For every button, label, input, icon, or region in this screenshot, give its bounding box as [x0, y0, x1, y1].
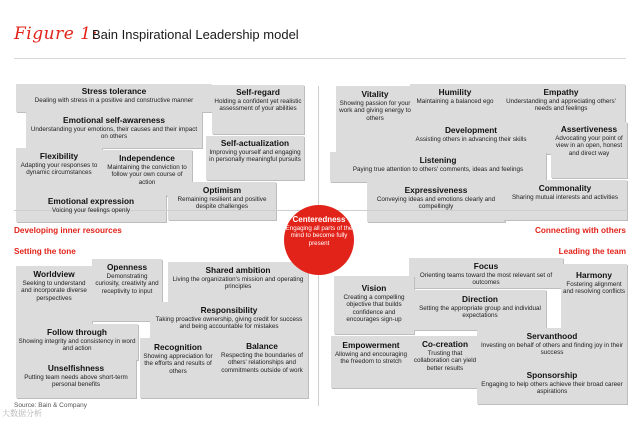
attribute-humility: Humility Maintaining a balanced ego — [416, 87, 494, 105]
center-description: Engaging all parts of the mind to become fully present — [285, 225, 353, 247]
center-title: Centeredness — [292, 215, 346, 224]
attribute-self-regard: Self-regard Holding a confident yet realistic assessment of your abilities — [214, 87, 302, 113]
attribute-vitality: Vitality Showing passion for your work and giving energy to others — [339, 89, 411, 122]
figure-label: Figure 1: — [14, 24, 98, 44]
quadrant-label-bottom-left: Setting the tone — [14, 247, 76, 256]
attribute-responsibility: Responsibility Taking proactive ownership, giving credit for success and being accountable for mistakes — [155, 305, 303, 331]
attribute-optimism: Optimism Remaining resilient and positive despite challenges — [177, 185, 267, 211]
attribute-commonality: Commonality Sharing mutual interests and activities — [511, 183, 619, 201]
attribute-empathy: Empathy Understanding and appreciating others' needs and feelings — [506, 87, 616, 113]
title-divider — [14, 58, 626, 59]
attribute-co-creation: Co-creation Trusting that collaboration can yield better results — [413, 339, 477, 372]
attribute-shared-ambition: Shared ambition Living the organization's mission and operating principles — [172, 265, 304, 291]
quadrant-label-top-right: Connecting with others — [535, 226, 626, 235]
source-note: Source: Bain & Company — [14, 402, 87, 409]
attribute-emotional-self-awareness: Emotional self-awareness Understanding your emotions, their causes and their impact on others — [30, 115, 198, 141]
attribute-flexibility: Flexibility Adapting your responses to dynamic circumstances — [20, 151, 98, 177]
quadrant-label-bottom-right: Leading the team — [558, 247, 626, 256]
attribute-independence: Independence Maintaining the conviction to follow your own course of action — [107, 153, 187, 186]
attribute-recognition: Recognition Showing appreciation for the efforts and results of others — [143, 342, 213, 375]
attribute-stress-tolerance: Stress tolerance Dealing with stress in a positive and constructive manner — [34, 86, 194, 104]
attribute-sponsorship: Sponsorship Engaging to help others achieve their broad career aspirations — [481, 370, 623, 396]
attribute-listening: Listening Paying true attention to others' comments, ideas and feelings — [352, 155, 524, 173]
attribute-worldview: Worldview Seeking to understand and incorporate diverse perspectives — [21, 269, 87, 302]
attribute-direction: Direction Setting the appropriate group and individual expectations — [419, 294, 541, 320]
quadrant-label-top-left: Developing inner resources — [14, 226, 122, 235]
center-circle — [284, 205, 354, 275]
figure-title: Bain Inspirational Leadership model — [92, 27, 299, 42]
attribute-emotional-expression: Emotional expression Voicing your feelings openly — [47, 196, 135, 214]
attribute-focus: Focus Orienting teams toward the most relevant set of outcomes — [419, 261, 553, 287]
attribute-unselfishness: Unselfishness Putting team needs above short-term personal benefits — [24, 363, 128, 389]
attribute-self-actualization: Self-actualization Improving yourself and engaging in personally meaningful pursuits — [209, 138, 301, 164]
attribute-empowerment: Empowerment Allowing and encouraging the freedom to stretch — [334, 340, 408, 366]
attribute-balance: Balance Respecting the boundaries of others' relationships and commitments outside of work — [221, 341, 303, 374]
attribute-servanthood: Servanthood Investing on behalf of others and finding joy in their success — [480, 331, 624, 357]
attribute-assertiveness: Assertiveness Advocating your point of view in an open, honest and direct way — [555, 124, 623, 157]
watermark: 大数据分析 — [2, 409, 42, 418]
attribute-openness: Openness Demonstrating curiosity, creativity and receptivity to input — [95, 262, 159, 295]
attribute-follow-through: Follow through Showing integrity and consistency in word and action — [18, 327, 136, 353]
attribute-development: Development Assisting others in advancing their skills — [415, 125, 527, 143]
attribute-expressiveness: Expressiveness Conveying ideas and emotions clearly and compellingly — [376, 185, 496, 211]
attribute-vision: Vision Creating a compelling objective that builds confidence and encourages sign-up — [343, 283, 405, 324]
attribute-harmony: Harmony Fostering alignment and resolving conflicts — [563, 270, 625, 296]
